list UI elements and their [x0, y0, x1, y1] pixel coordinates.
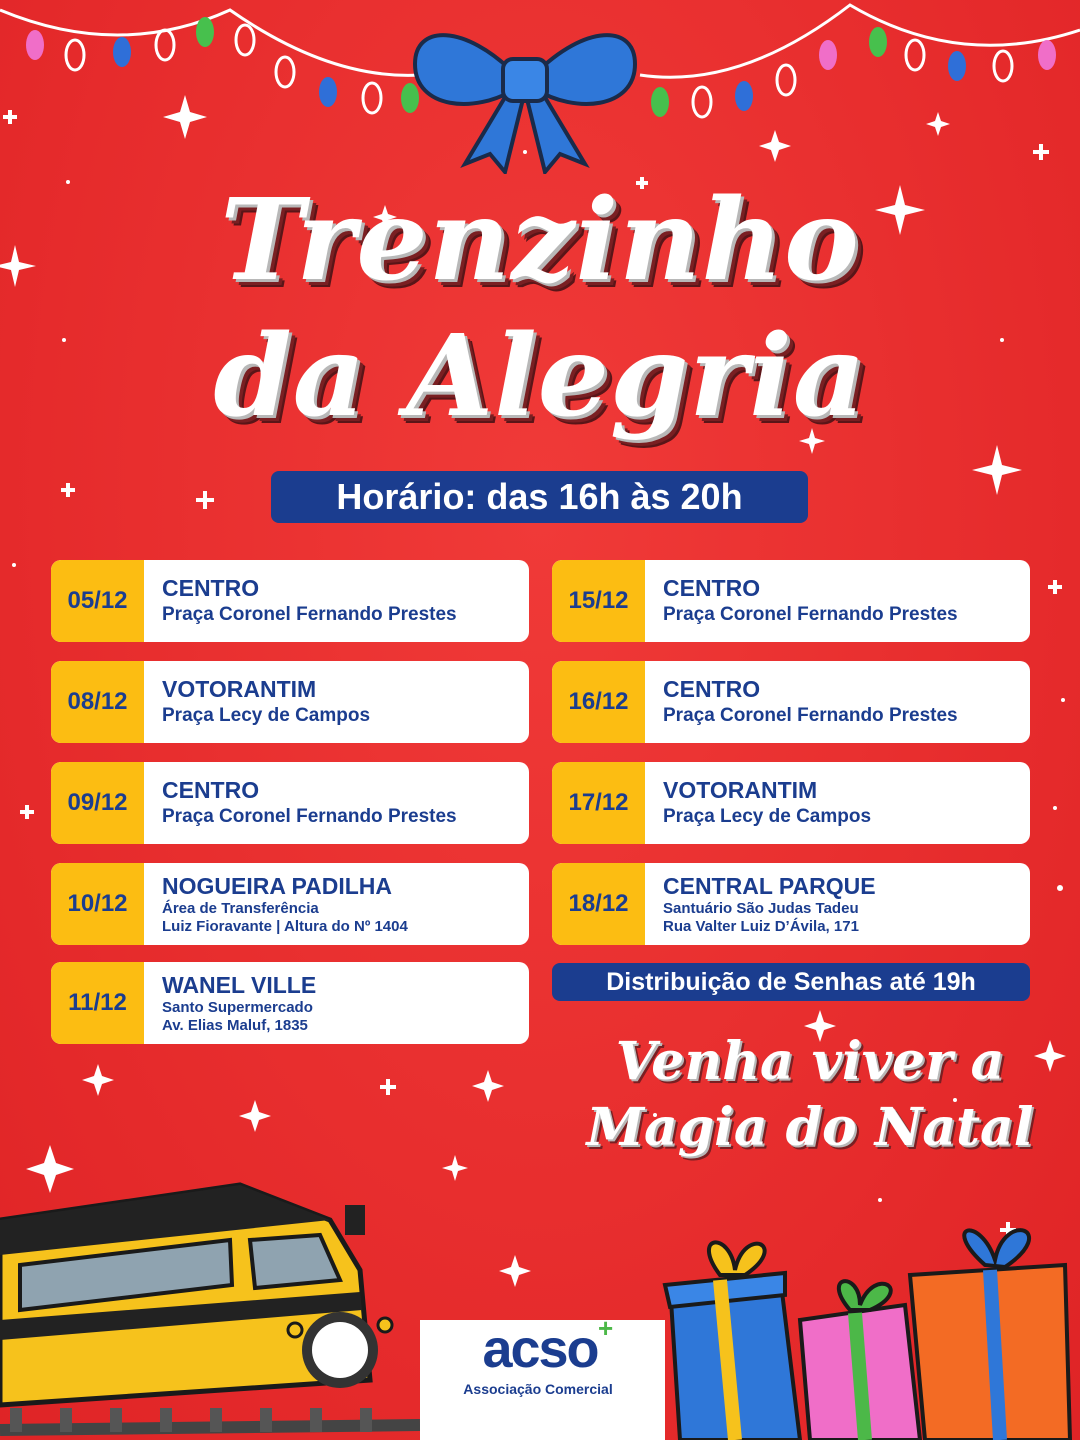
event-address: Praça Coronel Fernando Prestes [162, 604, 457, 625]
event-card [552, 762, 1030, 844]
event-card [51, 661, 529, 743]
event-address: Praça Coronel Fernando Prestes [162, 806, 457, 827]
event-card [51, 762, 529, 844]
event-address-line-2: Rua Valter Luiz D’Ávila, 171 [663, 918, 859, 935]
event-address: Praça Lecy de Campos [162, 705, 371, 726]
event-place: CENTRO [162, 777, 260, 803]
event-place: VOTORANTIM [663, 777, 818, 803]
gift-boxes-icon [660, 1215, 1080, 1440]
event-date: 18/12 [552, 863, 645, 945]
event-card [552, 661, 1030, 743]
event-card [552, 560, 1030, 642]
event-address: Praça Coronel Fernando Prestes [663, 604, 958, 625]
event-card [552, 863, 1030, 945]
event-date: 05/12 [51, 560, 144, 642]
event-date: 11/12 [51, 962, 144, 1044]
train-icon [0, 1180, 420, 1440]
event-place: VOTORANTIM [162, 676, 317, 702]
event-place: CENTRAL PARQUE [663, 873, 876, 899]
event-date: 10/12 [51, 863, 144, 945]
logo-plus-icon: + [598, 1313, 614, 1343]
event-address-line-1: Santuário São Judas Tadeu [663, 900, 859, 917]
title-line-2: da Alegria [213, 311, 867, 442]
event-card [51, 863, 529, 945]
event-date: 09/12 [51, 762, 144, 844]
logo-subtitle: Associação Comercial [463, 1381, 613, 1397]
tickets-note: Distribuição de Senhas até 19h [552, 963, 1030, 1001]
event-place: NOGUEIRA PADILHA [162, 873, 392, 899]
event-address-line-2: Av. Elias Maluf, 1835 [162, 1017, 308, 1034]
tagline-line-1: Venha viver a [615, 1031, 1005, 1092]
event-place: WANEL VILLE [162, 972, 317, 998]
event-address: Praça Lecy de Campos [663, 806, 872, 827]
event-date: 17/12 [552, 762, 645, 844]
title-line-1: Trenzinho [220, 175, 860, 306]
event-address-line-1: Santo Supermercado [162, 999, 313, 1016]
event-date: 08/12 [51, 661, 144, 743]
event-place: CENTRO [663, 676, 761, 702]
event-address-line-2: Luiz Fioravante | Altura do Nº 1404 [162, 918, 408, 935]
tagline-line-2: Magia do Natal [586, 1097, 1034, 1158]
event-card [51, 560, 529, 642]
event-address: Praça Coronel Fernando Prestes [663, 705, 958, 726]
event-place: CENTRO [162, 575, 260, 601]
acso-logo: acso [482, 1319, 598, 1379]
event-address-line-1: Área de Transferência [162, 900, 319, 917]
event-place: CENTRO [663, 575, 761, 601]
schedule-badge: Horário: das 16h às 20h [271, 471, 808, 523]
event-date: 15/12 [552, 560, 645, 642]
event-date: 16/12 [552, 661, 645, 743]
event-card [51, 962, 529, 1044]
